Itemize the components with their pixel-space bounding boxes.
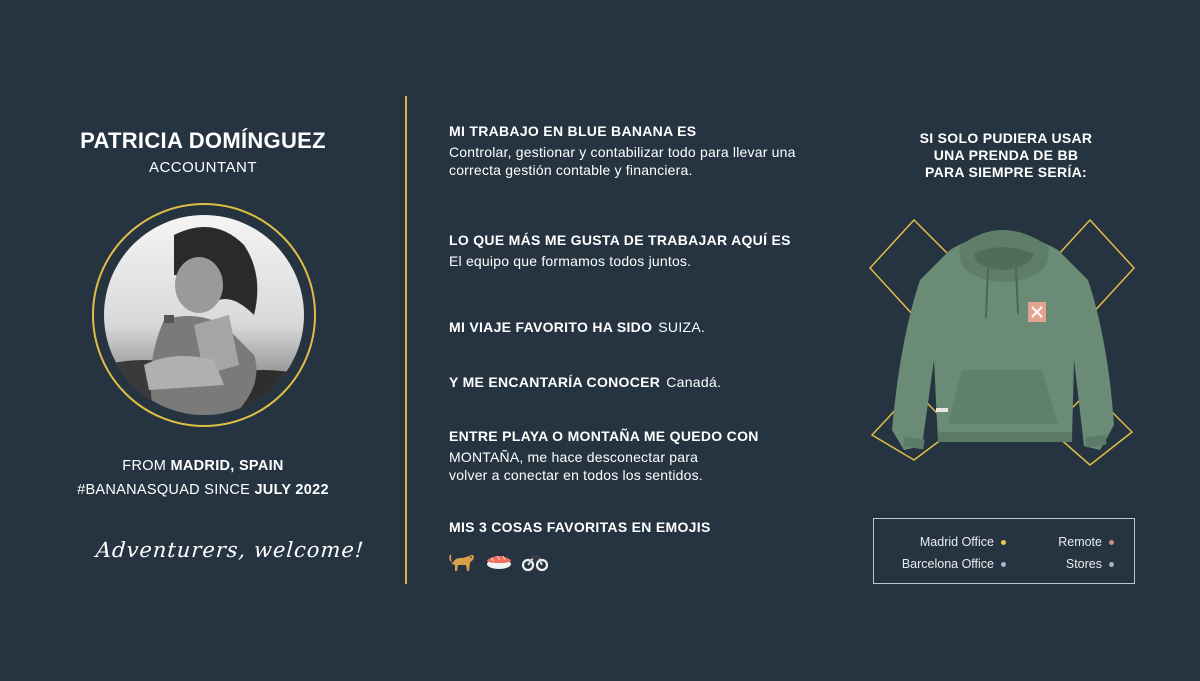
person-role: ACCOUNTANT [148, 159, 258, 176]
vertical-divider [405, 96, 407, 584]
legend-dot-madrid-icon [1001, 540, 1006, 545]
question-want-to-visit [449, 374, 721, 390]
question-likes: LO QUE MÁS ME GUSTA DE TRABAJAR AQUÍ ES [449, 232, 791, 248]
question-emojis: MIS 3 COSAS FAVORITAS EN EMOJIS [449, 519, 711, 535]
garment-title-line3: PARA SIEMPRE SERÍA: [924, 164, 1088, 180]
legend-label-madrid-office: Madrid Office [919, 535, 994, 549]
answer-work: Controlar, gestionar y contabilizar todo para llevar una correcta gestión contable y financiera. [449, 144, 796, 178]
person-name: PATRICIA DOMÍNGUEZ [80, 128, 326, 153]
question-want-to-visit-label: Y ME ENCANTARÍA CONOCER [449, 374, 661, 390]
legend-item-remote [1058, 535, 1114, 549]
since-date: JULY 2022 [254, 482, 329, 498]
legend-dot-barcelona-icon [1001, 562, 1006, 567]
legend-item-stores [1066, 557, 1114, 571]
profile-photo [104, 215, 304, 415]
emoji-row [449, 547, 549, 573]
hoodie-image [862, 210, 1144, 470]
garment-question-title [890, 130, 1122, 181]
answer-want-to-visit: Canadá. [666, 374, 722, 390]
answer-likes: El equipo que formamos todos juntos. [449, 253, 692, 269]
legend-dot-remote-icon [1109, 540, 1114, 545]
question-favorite-trip-label: MI VIAJE FAVORITO HA SIDO [449, 319, 653, 335]
question-beach-or-mountain: ENTRE PLAYA O MONTAÑA ME QUEDO CON [449, 428, 759, 444]
since-prefix: #BANANASQUAD SINCE [77, 482, 251, 498]
slogan-handwritten: Adventurers, welcome! [95, 538, 366, 562]
office-legend [873, 518, 1135, 584]
question-work: MI TRABAJO EN BLUE BANANA ES [449, 123, 697, 139]
legend-label-barcelona-office: Barcelona Office [901, 557, 994, 571]
sushi-emoji-icon [485, 547, 513, 573]
legend-label-remote: Remote [1058, 535, 1102, 549]
from-prefix: FROM [122, 458, 167, 474]
motorcycle-emoji-icon [521, 547, 549, 573]
squad-since-line [0, 482, 406, 498]
legend-item-madrid-office [920, 535, 1006, 549]
answer-favorite-trip: SUIZA. [658, 319, 706, 335]
dog-emoji-icon [449, 547, 477, 573]
legend-dot-stores-icon [1109, 562, 1114, 567]
answer-beach-or-mountain: MONTAÑA, me hace desconectar para volver a conectar en todos los sentidos. [449, 449, 703, 483]
legend-label-stores: Stores [1065, 557, 1102, 571]
garment-title-line2: UNA PRENDA DE BB [933, 147, 1079, 163]
legend-item-barcelona-office [902, 557, 1006, 571]
hometown-line [0, 458, 406, 474]
from-place: MADRID, SPAIN [170, 458, 284, 474]
garment-title-line1: SI SOLO PUDIERA USAR [919, 130, 1093, 146]
question-favorite-trip [449, 319, 705, 335]
